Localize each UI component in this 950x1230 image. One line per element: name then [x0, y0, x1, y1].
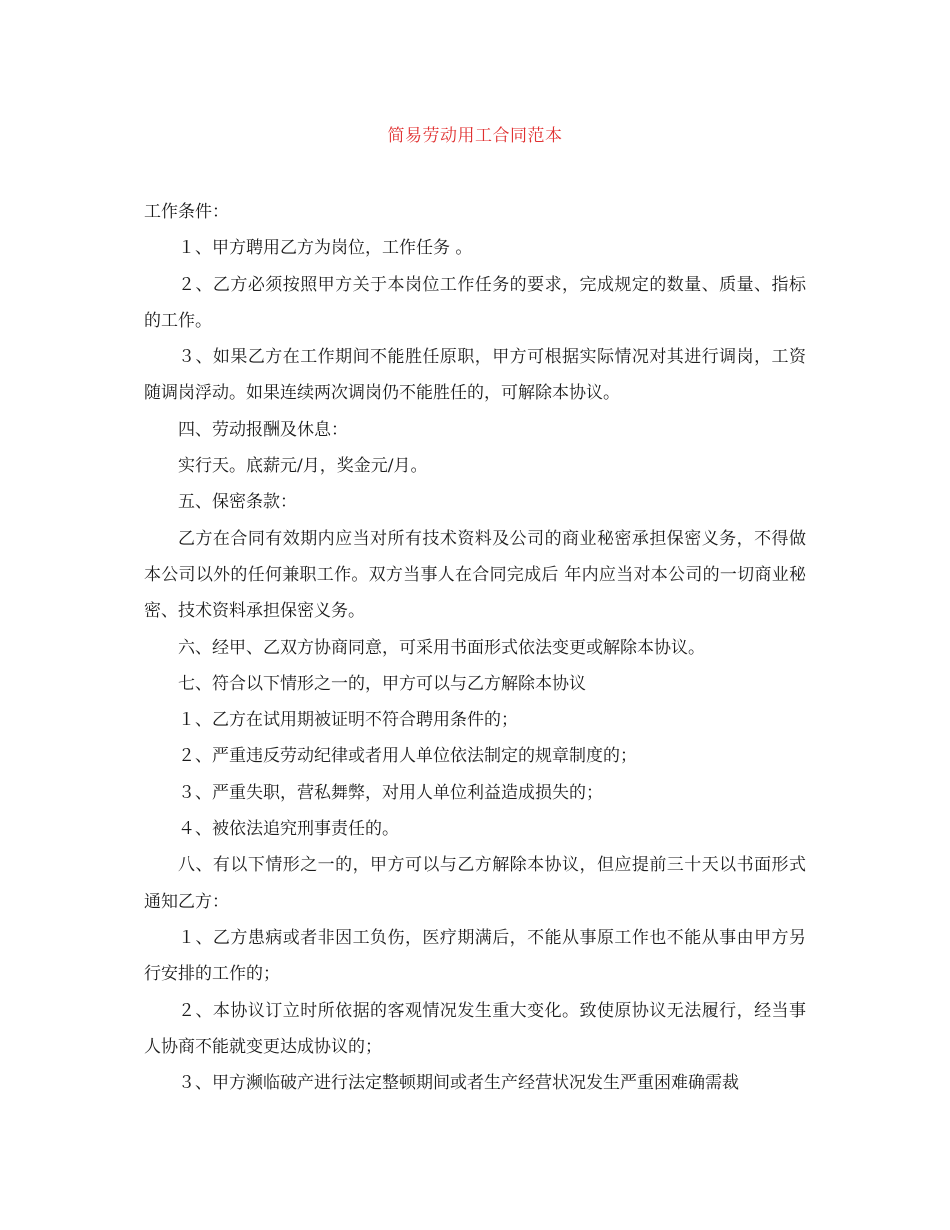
paragraph-salary: 实行天。底薪元/月，奖金元/月。 — [178, 456, 428, 477]
section-heading-remuneration: 四、劳动报酬及休息： — [178, 419, 348, 440]
paragraph-confidentiality: 乙方在合同有效期内应当对所有技术资料及公司的商业秘密承担保密义务，不得做本公司以外的任何兼职工作。双方当事人在合同完成后 年内应当对本公司的一切商业秘密、技术资料承担保密义务。 — [144, 528, 806, 622]
document-body — [144, 194, 806, 1101]
paragraph-termination-2: ２、严重违反劳动纪律或者用人单位依法制定的规章制度的； — [178, 746, 637, 767]
paragraph-termination-4: ４、被依法追究刑事责任的。 — [178, 819, 399, 840]
section-heading-modification: 六、经甲、乙双方协商同意，可采用书面形式依法变更或解除本协议。 — [178, 637, 705, 658]
paragraph-work-conditions: 工作条件： — [144, 202, 229, 222]
paragraph-clause-3: ３、如果乙方在工作期间不能胜任原职，甲方可根据实际情况对其进行调岗，工资随调岗浮动。如果连续两次调岗仍不能胜任的，可解除本协议。 — [144, 347, 806, 404]
paragraph-termination-1: １、乙方在试用期被证明不符合聘用条件的； — [178, 710, 518, 731]
paragraph-clause-1: １、甲方聘用乙方为岗位，工作任务 。 — [178, 238, 473, 259]
section-heading-termination: 七、符合以下情形之一的，甲方可以与乙方解除本协议 — [178, 673, 586, 694]
section-heading-confidentiality: 五、保密条款： — [178, 492, 297, 513]
paragraph-notice-1: １、乙方患病或者非因工负伤，医疗期满后，不能从事原工作也不能从事由甲方另行安排的工作的； — [144, 927, 806, 985]
paragraph-notice-2: ２、本协议订立时所依据的客观情况发生重大变化。致使原协议无法履行，经当事人协商不能就变更达成协议的； — [144, 1000, 806, 1057]
document-title: 简易劳动用工合同范本 — [387, 126, 563, 146]
section-heading-notice-termination: 八、有以下情形之一的，甲方可以与乙方解除本协议，但应提前三十天以书面形式通知乙方： — [144, 855, 806, 912]
paragraph-notice-3: ３、甲方濒临破产进行法定整顿期间或者生产经营状况发生严重困难确需裁 — [178, 1073, 739, 1094]
paragraph-clause-2: ２、乙方必须按照甲方关于本岗位工作任务的要求，完成规定的数量、质量、指标的工作。 — [144, 274, 806, 331]
paragraph-termination-3: ３、严重失职，营私舞弊，对用人单位利益造成损失的； — [178, 782, 603, 803]
